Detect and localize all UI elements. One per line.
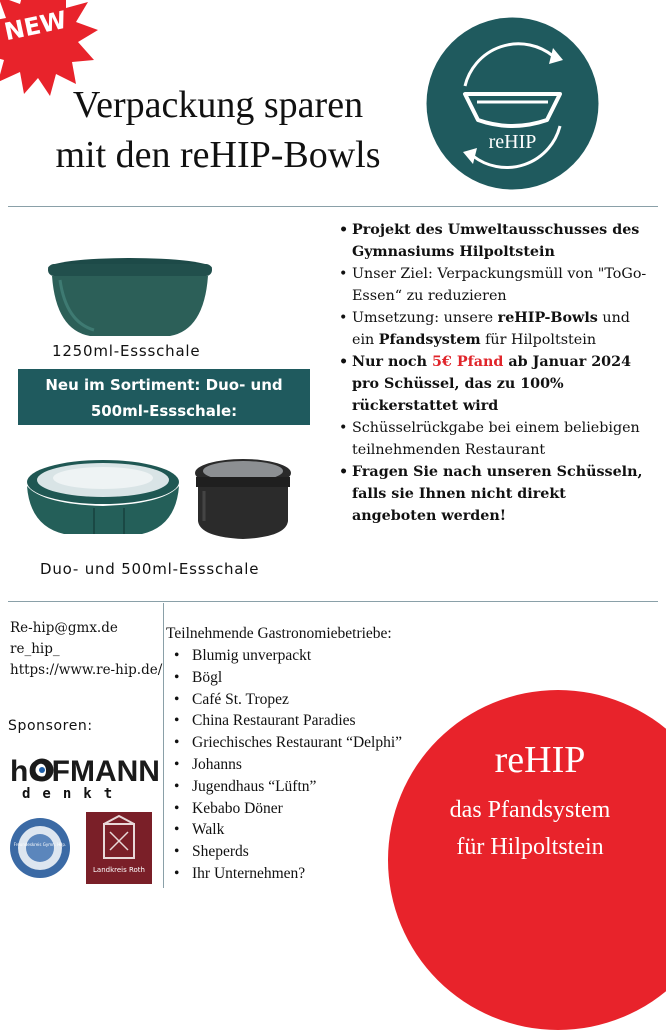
title-line-2: mit den reHIP-Bowls [55, 134, 381, 176]
contact-website-link[interactable]: https://www.re-hip.de/ [10, 662, 163, 678]
participant-item: • China Restaurant Paradies [172, 710, 402, 732]
participant-item: • Walk [172, 819, 402, 841]
participants-list [172, 645, 402, 885]
info-bullets [338, 219, 650, 527]
footer-line-1: das Pfandsystem [449, 797, 611, 823]
bullet-project: • Projekt des Umweltausschusses des Gymnasiums Hilpoltstein [338, 219, 650, 263]
bullet-return: • Schüsselrückgabe bei einem beliebigen teilnehmenden Restaurant [338, 417, 650, 461]
participant-item: • Ihr Unternehmen? [172, 863, 402, 885]
bowl-duo-label: Duo- und 500ml-Essschale [40, 560, 260, 578]
logo-text: reHIP [488, 131, 537, 153]
bowl-1250-image [40, 250, 220, 340]
hofmann-logo-text: hOFMANN [10, 755, 160, 788]
participant-item: • Jugendhaus “Lüftn” [172, 776, 402, 798]
participant-item: • Griechisches Restaurant “Delphi” [172, 732, 402, 754]
page-title [18, 80, 418, 180]
footer-line-2: für Hilpoltstein [456, 834, 604, 860]
new-banner-line-1: Neu im Sortiment: Duo- und [45, 376, 283, 394]
participant-item: • Sheperds [172, 841, 402, 863]
divider-middle [8, 601, 658, 602]
bullet-goal: • Unser Ziel: Verpackungsmüll von "ToGo-Essen“ zu reduzieren [338, 263, 650, 307]
deposit-amount: 5€ Pfand [431, 354, 504, 370]
hofmann-tagline: denkt [22, 786, 125, 802]
bowl-1250-label: 1250ml-Essschale [52, 342, 201, 360]
footer-brand: reHIP [494, 739, 586, 781]
bullet-implementation: • Umsetzung: unsere reHIP-Bowls und ein Pfandsystem für Hilpoltstein [338, 307, 650, 351]
participants-heading: Teilnehmende Gastronomiebetriebe: [166, 625, 392, 642]
sponsors-heading: Sponsoren: [8, 718, 93, 734]
participant-item: • Café St. Tropez [172, 689, 402, 711]
participant-item: • Johanns [172, 754, 402, 776]
participant-item: • Bögl [172, 667, 402, 689]
new-products-banner [18, 369, 310, 425]
bullet-deposit: • Nur noch 5€ Pfand ab Januar 2024 pro Schüssel, das zu 100% rückerstattet wird [338, 351, 650, 417]
bowl-500-image [190, 455, 296, 541]
bowl-duo-image [24, 456, 182, 540]
participant-item: • Blumig unverpackt [172, 645, 402, 667]
new-badge-label: NEW [1, 5, 70, 47]
contact-instagram[interactable]: re_hip_ [10, 641, 60, 657]
title-line-1: Verpackung sparen [72, 84, 364, 126]
contact-email[interactable]: Re-hip@gmx.de [10, 620, 118, 636]
svg-text:Freundeskreis Gymn. Hilp.: Freundeskreis Gymn. Hilp. [13, 842, 67, 847]
landkreis-roth-label: Landkreis Roth [93, 866, 145, 874]
rehip-logo [425, 16, 600, 191]
divider-vertical [163, 603, 164, 888]
new-banner-line-2: 500ml-Essschale: [90, 402, 238, 420]
divider-top [8, 206, 658, 207]
participant-item: • Kebabo Döner [172, 798, 402, 820]
bullet-ask: • Fragen Sie nach unseren Schüsseln, falls sie Ihnen nicht direkt angeboten werden! [338, 461, 650, 527]
sponsor-gear-logo [8, 816, 72, 880]
